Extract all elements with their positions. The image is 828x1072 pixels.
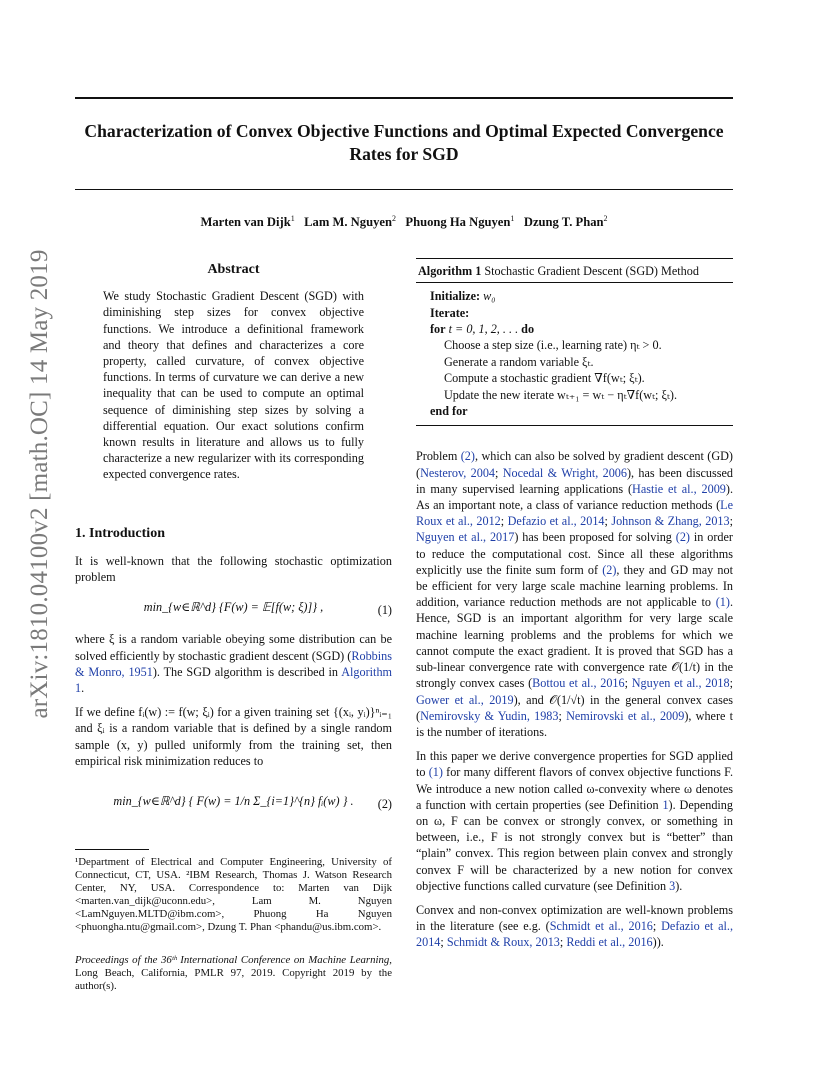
equation-2 <box>75 779 392 833</box>
author-name: Dzung T. Phan <box>523 215 604 230</box>
algorithm-step: Generate a random variable ξₜ. <box>444 354 594 369</box>
citation-link[interactable]: Hastie et al., 2009 <box>632 481 726 496</box>
keyword-for: for <box>430 322 446 337</box>
text-span: )). <box>652 935 664 950</box>
proceedings-venue: Proceedings of the 36ᵗʰ International Conference on Machine Learning <box>75 954 390 967</box>
text-span: In this paper we derive convergence properties for SGD applied to <box>416 749 733 780</box>
text-span: ; <box>652 919 662 934</box>
citation-link[interactable]: (1) <box>715 595 730 610</box>
citation-link[interactable]: (2) <box>460 449 475 464</box>
citation-link[interactable]: Bottou et al., 2016 <box>532 676 625 691</box>
text-span: ; <box>500 514 508 529</box>
citation-link[interactable]: (2) <box>675 530 690 545</box>
citation-link[interactable]: Defazio et al., 2014 <box>507 514 605 529</box>
text-span: Convex and non-convex optimization are well-known problems in the literature (see e.g. ( <box>416 902 733 934</box>
algorithm-name: Stochastic Gradient Descent (SGD) Method <box>484 264 699 278</box>
equation-number: (1) <box>377 603 392 618</box>
text-span: ; <box>559 935 567 950</box>
algorithm-step: Choose a step size (i.e., learning rate) ηₜ > 0. <box>444 338 662 353</box>
citation-link[interactable]: Nguyen et al., 2018 <box>631 676 730 691</box>
title-rule-top <box>75 97 733 99</box>
algorithm-step: Update the new iterate wₜ₊₁ = wₜ − ηₜ∇f(wₜ; ξₜ). <box>444 387 678 402</box>
intro-paragraph: If we define fᵢ(w) := f(w; ξᵢ) for a given training set {(xᵢ, yᵢ)}ⁿᵢ₌₁ and ξᵢ is a random variable that is defined by a single random sample (x, y) pulled uniformly from the training set, then empirical risk minimization reduces to <box>75 705 392 768</box>
algorithm-step: Compute a stochastic gradient ∇f(wₜ; ξₜ). <box>444 371 645 386</box>
keyword-do: do <box>521 322 535 337</box>
algorithm-title <box>416 259 733 283</box>
arxiv-watermark: arXiv:1810.04100v2 [math.OC] 14 May 2019 <box>26 249 53 719</box>
citation-link[interactable]: Reddi et al., 2016 <box>566 935 653 950</box>
citation-link[interactable]: Gower et al., 2019 <box>416 692 514 707</box>
left-column <box>75 258 392 993</box>
text-span: ). As an important note, a class of variance reduction methods ( <box>416 481 733 513</box>
citation-link[interactable]: Johnson & Zhang, 2013 <box>611 514 730 529</box>
body-paragraph <box>416 902 733 951</box>
text-span: . <box>81 681 85 696</box>
author-list <box>75 214 733 230</box>
body-paragraph <box>416 748 733 894</box>
text-span: ), where t is the number of iterations. <box>416 708 734 739</box>
algorithm-line <box>430 403 733 419</box>
text-span: ), has been discussed in many supervised learning applications ( <box>416 465 734 496</box>
citation-link[interactable]: Le Roux et al., 2012 <box>416 498 733 529</box>
text-span: . Hence, SGD is an important algorithm for very large scale machine learning problems and the problems for which we cannot compute the exact gradient. It is proved that SGD has a sub-linear convergence rate with convergence rate 𝒪(1/t) in the strongly convex cases ( <box>416 595 733 691</box>
proceedings-rest: , Long Beach, California, PMLR 97, 2019. Copyright 2019 by the author(s). <box>75 954 392 993</box>
text-span: ; <box>558 708 567 723</box>
body-paragraph <box>416 448 733 740</box>
text-span: ; <box>624 676 632 691</box>
text-span: ; <box>495 465 503 480</box>
author-affiliation: 1 <box>290 214 295 223</box>
right-column <box>416 258 733 959</box>
author-affiliation: 2 <box>391 214 396 223</box>
text-span: where ξ is a random variable obeying some distribution can be solved efficiently by stochastic gradient descent (SGD) ( <box>75 632 392 663</box>
abstract-heading: Abstract <box>207 262 260 277</box>
text-span: in order to reduce the computational cost. Since all these algorithms explicitly use the finite sum form of <box>416 530 733 577</box>
algorithm-label: Algorithm 1 <box>418 264 482 278</box>
author-affiliation: 1 <box>510 214 515 223</box>
equation-1 <box>75 599 392 618</box>
keyword-initialize: Initialize: <box>430 289 481 304</box>
citation-link[interactable]: Nemirovsky & Yudin, 1983 <box>420 708 559 723</box>
title-rule-bottom <box>75 189 733 190</box>
citation-link[interactable]: Schmidt et al., 2016 <box>549 919 653 934</box>
algorithm-line <box>430 288 733 304</box>
author-name: Lam M. Nguyen <box>304 215 392 230</box>
equation-formula: min_{w∈ℝ^d} { F(w) = 1/n Σ_{i=1}^{n} fᵢ(w) } . <box>113 794 354 809</box>
text-span: ; <box>729 676 734 691</box>
proceedings-note <box>75 954 392 993</box>
section-heading-introduction: 1. Introduction <box>75 525 165 541</box>
citation-link[interactable]: Defazio et al., 2014 <box>416 919 734 950</box>
citation-link[interactable]: (2) <box>602 562 617 577</box>
citation-link[interactable]: Schmidt & Roux, 2013 <box>446 935 560 950</box>
citation-link[interactable]: (1) <box>428 765 443 780</box>
citation-link[interactable]: Robbins & Monro, 1951 <box>75 648 392 679</box>
text-span: ; <box>729 514 734 529</box>
footnote-rule <box>75 849 149 850</box>
text-span: , which can also be solved by gradient descent (GD) ( <box>416 449 733 480</box>
paper-title: Characterization of Convex Objective Functions and Optimal Expected Convergence Rates for SGD <box>84 121 724 164</box>
citation-link[interactable]: 1 <box>662 797 669 812</box>
init-value: w₀ <box>483 289 496 304</box>
text-span: for many different flavors of convex objective functions F. We introduce a new notion called ω-convexity where ω denotes a function with certain properties (see Definition <box>416 765 733 812</box>
equation-number: (2) <box>377 797 392 812</box>
algorithm-ref-link[interactable]: Algorithm 1 <box>75 664 393 696</box>
citation-link[interactable]: 3 <box>669 878 676 893</box>
intro-paragraph: It is well-known that the following stochastic optimization problem <box>75 553 392 585</box>
keyword-iterate: Iterate: <box>430 305 470 320</box>
author-name: Marten van Dijk <box>200 215 291 230</box>
algorithm-line <box>430 305 733 321</box>
text-span: ). The SGD algorithm is described in <box>152 664 342 679</box>
text-span: ) has been proposed for solving <box>514 530 676 545</box>
citation-link[interactable]: Nesterov, 2004 <box>420 465 496 480</box>
text-span: ; <box>440 935 447 950</box>
algorithm-box <box>416 258 733 426</box>
text-span: Problem <box>416 449 461 464</box>
intro-paragraph <box>75 631 392 696</box>
citation-link[interactable]: Nemirovski et al., 2009 <box>566 708 685 723</box>
author-name: Phuong Ha Nguyen <box>405 215 511 230</box>
abstract-body: We study Stochastic Gradient Descent (SGD) with diminishing step sizes for convex objective functions. We introduce a definitional framework and theory that defines and characterizes a core property, called curvature, of convex objective functions. In terms of curvature we can derive a new inequality that can be used to compute an optimal sequence of diminishing step sizes by solving a differential equation. Our exact solutions confirm known results in literature and allows us to fully characterize a new regularizer with its corresponding expected convergence rates. <box>103 289 364 482</box>
text-span: , they and GD may not be efficient for very large scale machine learning problems. In addition, variance reduction methods are not applicable to <box>416 562 733 610</box>
loop-range: t = 0, 1, 2, . . . <box>448 322 519 337</box>
text-span: ). <box>675 878 683 893</box>
citation-link[interactable]: Nguyen et al., 2017 <box>416 530 515 545</box>
citation-link[interactable]: Nocedal & Wright, 2006 <box>502 465 627 480</box>
text-span: ; <box>604 514 612 529</box>
algorithm-line <box>430 321 733 337</box>
text-span: ). Depending on ω, F can be convex or strongly convex, or something in between, i.e., F is not strongly convex but is “better” than “plain” convex. This region between plain convex and strongly convex F will be characterized by a new notion for convex objective functions called curvature (see Definition <box>416 797 733 893</box>
author-affiliation: 2 <box>603 214 608 223</box>
text-span: ), and 𝒪(1/√t) in the general convex cases ( <box>416 692 733 723</box>
keyword-end-for: end for <box>430 404 468 419</box>
algorithm-body <box>416 283 733 425</box>
affiliation-footnote: ¹Department of Electrical and Computer Engineering, University of Connecticut, CT, USA. ²IBM Research, Thomas J. Watson Research Center, NY, USA. Correspondence to: Marten van Dijk <marten.van_dijk@uconn.edu>, Lam M. Nguyen <LamNguyen.MLTD@ibm.com>, Phuong Ha Nguyen <phuongha.ntu@gmail.com>, Dzung T. Phan <phandu@us.ibm.com>. <box>75 856 392 934</box>
equation-formula: min_{w∈ℝ^d} {F(w) = 𝔼[f(w; ξ)]} , <box>143 600 324 615</box>
